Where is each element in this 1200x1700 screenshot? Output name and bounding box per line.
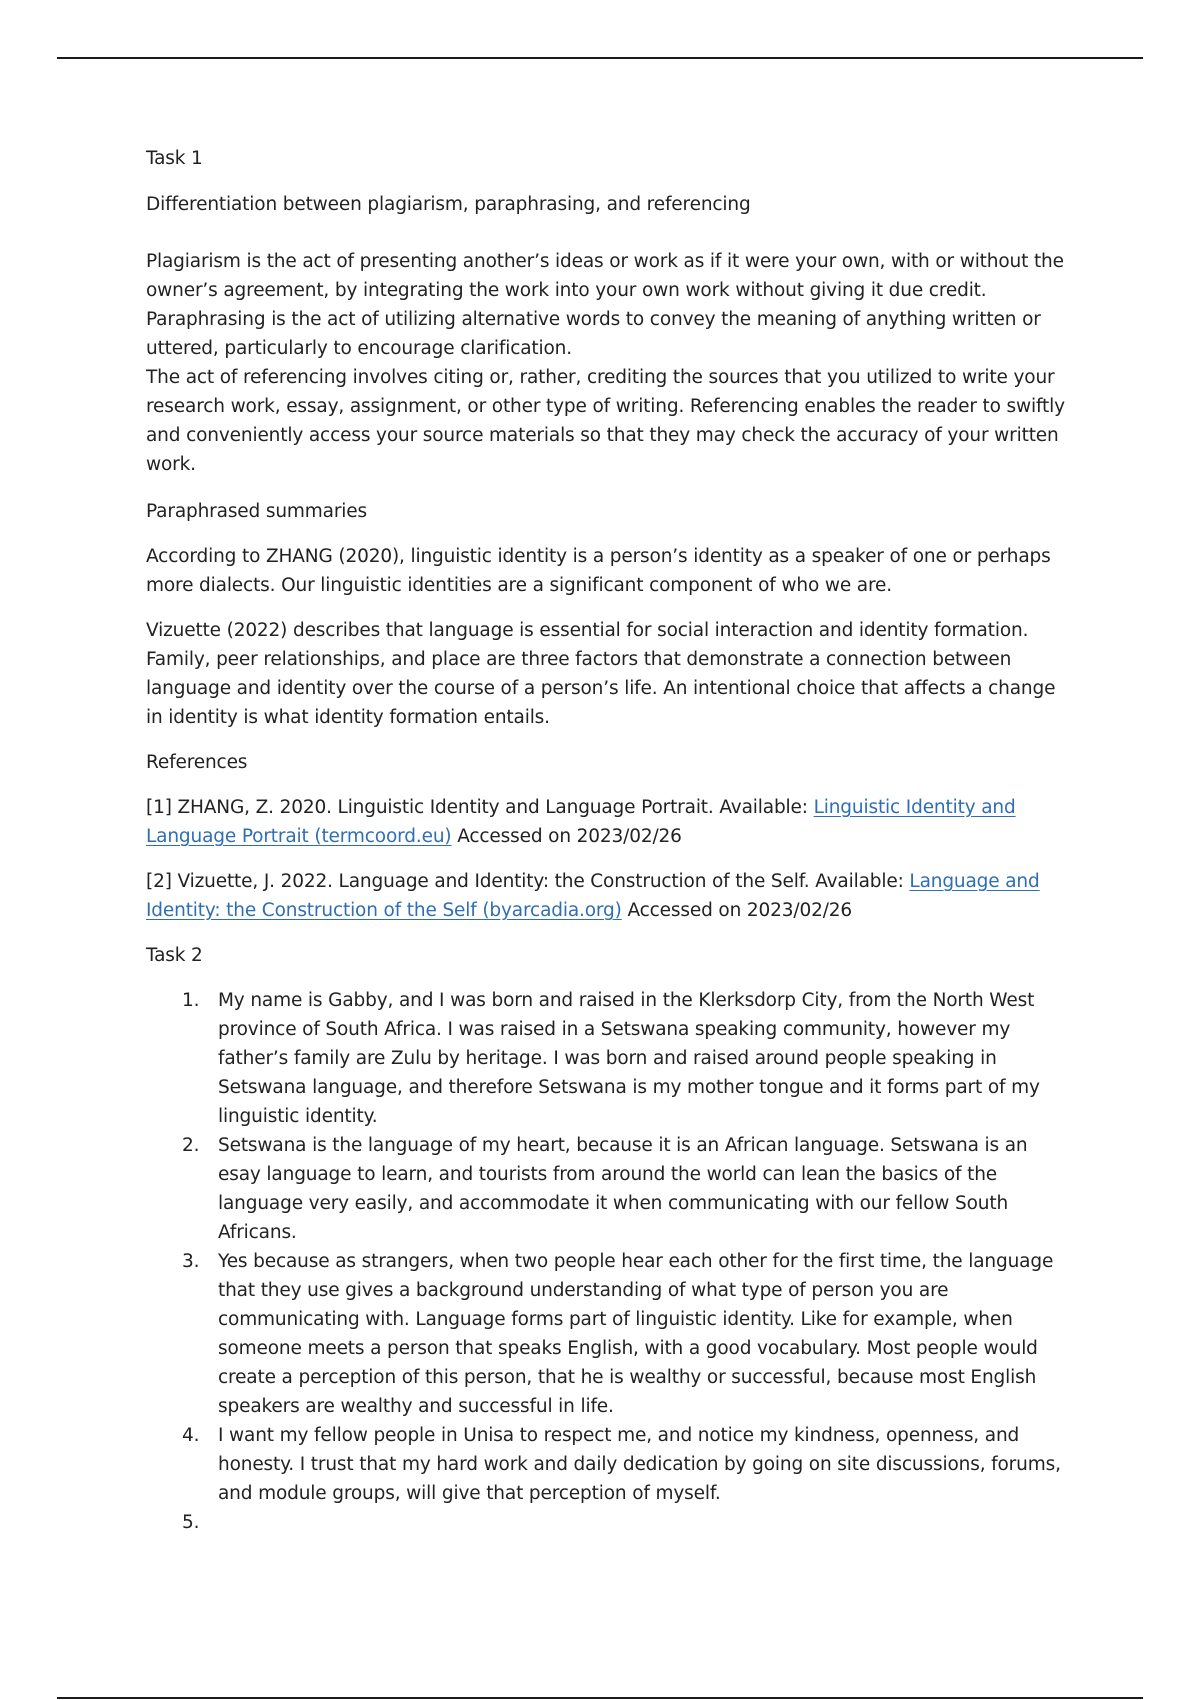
plagiarism-definition: Plagiarism is the act of presenting another’s ideas or work as if it were your own, with or without the owner’s agreement, by integrating the work into your own work without giving it due credit. xyxy=(146,251,1064,301)
summaries-heading: Paraphrased summaries xyxy=(146,501,368,522)
reference-2-citation: [2] Vizuette, J. 2022. Language and Identity: the Construction of the Self. Available: xyxy=(146,871,910,892)
reference-2 xyxy=(146,867,1066,925)
definitions-block xyxy=(146,247,1066,479)
list-item-text: I want my fellow people in Unisa to respect me, and notice my kindness, openness, and honesty. I trust that my hard work and daily dedication by going on site discussions, forums, and module groups, will give that perception of myself. xyxy=(218,1425,1061,1504)
task1-subtitle: Differentiation between plagiarism, paraphrasing, and referencing xyxy=(146,194,751,215)
document-body xyxy=(146,144,1066,1537)
list-item-number: 2. xyxy=(182,1135,200,1156)
list-item xyxy=(146,1508,1066,1537)
list-item-number: 3. xyxy=(182,1251,200,1272)
summary-vizuette: Vizuette (2022) describes that language is essential for social interaction and identity formation. Family, peer relationships, and place are three factors that demonstrate a connection between language and identity over the course of a person’s life. An intentional choice that affects a change in identity is what identity formation entails. xyxy=(146,620,1056,728)
reference-1-citation: [1] ZHANG, Z. 2020. Linguistic Identity and Language Portrait. Available: xyxy=(146,797,814,818)
paraphrasing-definition: Paraphrasing is the act of utilizing alternative words to convey the meaning of anything written or uttered, particularly to encourage clarification. xyxy=(146,309,1041,359)
list-item-number: 1. xyxy=(182,990,200,1011)
list-item-text: Setswana is the language of my heart, because it is an African language. Setswana is an esay language to learn, and tourists from around the world can lean the basics of the language very easily, and accommodate it when communicating with our fellow South Africans. xyxy=(218,1135,1028,1243)
header-rule xyxy=(57,57,1143,59)
summary-zhang: According to ZHANG (2020), linguistic identity is a person’s identity as a speaker of one or perhaps more dialects. Our linguistic identities are a significant component of who we are. xyxy=(146,546,1051,596)
reference-2-accessed: Accessed on 2023/02/26 xyxy=(621,900,853,921)
footer-rule xyxy=(57,1697,1143,1699)
reference-2-link[interactable]: Language and Identity: the Construction of the Self (byarcadia.org) xyxy=(146,871,1040,921)
list-item-number: 4. xyxy=(182,1425,200,1446)
references-heading: References xyxy=(146,752,248,773)
list-item-number: 5. xyxy=(182,1512,200,1533)
reference-1-accessed: Accessed on 2023/02/26 xyxy=(451,826,682,847)
task1-title: Task 1 xyxy=(146,148,203,169)
referencing-definition: The act of referencing involves citing or, rather, crediting the sources that you utilized to write your research work, essay, assignment, or other type of writing. Referencing enables the reader to swiftly and conveniently access your source materials so that they may check the accuracy of your written work. xyxy=(146,367,1065,475)
list-item-text: My name is Gabby, and I was born and raised in the Klerksdorp City, from the North West province of South Africa. I was raised in a Setswana speaking community, however my father’s family are Zulu by heritage. I was born and raised around people speaking in Setswana language, and therefore Setswana is my mother tongue and it forms part of my linguistic identity. xyxy=(218,990,1040,1127)
reference-1 xyxy=(146,793,1066,851)
list-item xyxy=(146,1421,1066,1508)
list-item xyxy=(146,1131,1066,1247)
task2-answers-list xyxy=(146,986,1066,1537)
list-item-text: Yes because as strangers, when two people hear each other for the first time, the language that they use gives a background understanding of what type of person you are communicating with. Language forms part of linguistic identity. Like for example, when someone meets a person that speaks English, with a good vocabulary. Most people would create a perception of this person, that he is wealthy or successful, because most English speakers are wealthy and successful in life. xyxy=(218,1251,1054,1417)
reference-1-link[interactable]: Linguistic Identity and Language Portrait (termcoord.eu) xyxy=(146,797,1016,847)
list-item xyxy=(146,1247,1066,1421)
list-item xyxy=(146,986,1066,1131)
task2-title: Task 2 xyxy=(146,945,203,966)
